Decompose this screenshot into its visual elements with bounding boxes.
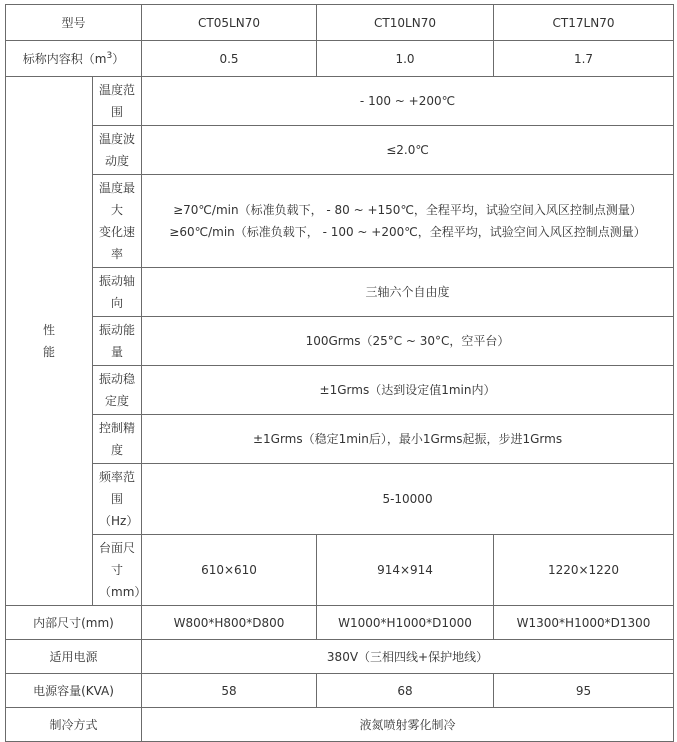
perf-value-temp-fluct: ≤2.0℃ xyxy=(142,126,674,175)
volume-value-1: 0.5 xyxy=(142,41,317,77)
volume-value-3: 1.7 xyxy=(494,41,674,77)
power-value: 380V（三相四线+保护地线） xyxy=(142,640,674,674)
power-label: 适用电源 xyxy=(6,640,142,674)
perf-name-control-accuracy: 控制精 度 xyxy=(93,415,142,464)
cooling-label: 制冷方式 xyxy=(6,708,142,742)
perf-row-vib-energy xyxy=(6,317,674,366)
perf-row-freq-range xyxy=(6,464,674,535)
performance-label: 性 能 xyxy=(6,77,93,606)
perf-name-temp-rate: 温度最 大 变化速 率 xyxy=(93,175,142,268)
perf-value-temp-range: - 100 ~ +200℃ xyxy=(142,77,674,126)
perf-name-vib-axis: 振动轴 向 xyxy=(93,268,142,317)
perf-name-vib-stability: 振动稳 定度 xyxy=(93,366,142,415)
perf-value-table-size-3: 1220×1220 xyxy=(494,535,674,606)
model-label: 型号 xyxy=(6,5,142,41)
perf-name-temp-range: 温度范 围 xyxy=(93,77,142,126)
capacity-row xyxy=(6,674,674,708)
cooling-row xyxy=(6,708,674,742)
perf-row-vib-stability xyxy=(6,366,674,415)
perf-row-temp-fluct xyxy=(6,126,674,175)
capacity-value-3: 95 xyxy=(494,674,674,708)
perf-row-temp-rate xyxy=(6,175,674,268)
volume-row xyxy=(6,41,674,77)
perf-value-vib-energy: 100Grms（25°C ~ 30°C，空平台） xyxy=(142,317,674,366)
perf-value-temp-rate: ≥70℃/min（标准负载下， - 80 ~ +150℃，全程平均，试验空间入风区控制点测量） ≥60℃/min（标准负载下， - 100 ~ +200℃，全程平均，试验空间入风区控制点测量） xyxy=(142,175,674,268)
inner-size-label: 内部尺寸(mm) xyxy=(6,606,142,640)
perf-name-freq-range: 频率范 围（Hz） xyxy=(93,464,142,535)
perf-value-table-size-2: 914×914 xyxy=(317,535,494,606)
spec-table xyxy=(5,4,674,742)
model-2: CT10LN70 xyxy=(317,5,494,41)
cooling-value: 液氮喷射雾化制冷 xyxy=(142,708,674,742)
perf-row-temp-range xyxy=(6,77,674,126)
perf-value-table-size-1: 610×610 xyxy=(142,535,317,606)
inner-size-value-3: W1300*H1000*D1300 xyxy=(494,606,674,640)
perf-name-table-size: 台面尺 寸 （mm） xyxy=(93,535,142,606)
model-3: CT17LN70 xyxy=(494,5,674,41)
perf-value-freq-range: 5-10000 xyxy=(142,464,674,535)
header-row xyxy=(6,5,674,41)
perf-name-vib-energy: 振动能 量 xyxy=(93,317,142,366)
capacity-label: 电源容量(KVA) xyxy=(6,674,142,708)
perf-row-control-accuracy xyxy=(6,415,674,464)
volume-label: 标称内容积$(m^3)$ xyxy=(6,41,142,77)
inner-size-value-1: W800*H800*D800 xyxy=(142,606,317,640)
capacity-value-2: 68 xyxy=(317,674,494,708)
inner-size-row xyxy=(6,606,674,640)
power-row xyxy=(6,640,674,674)
inner-size-value-2: W1000*H1000*D1000 xyxy=(317,606,494,640)
perf-row-table-size xyxy=(6,535,674,606)
capacity-value-1: 58 xyxy=(142,674,317,708)
perf-row-vib-axis xyxy=(6,268,674,317)
perf-value-control-accuracy: ±1Grms（稳定1min后），最小1Grms起振，步进1Grms xyxy=(142,415,674,464)
perf-name-temp-fluct: 温度波 动度 xyxy=(93,126,142,175)
perf-value-vib-stability: ±1Grms（达到设定值1min内） xyxy=(142,366,674,415)
model-1: CT05LN70 xyxy=(142,5,317,41)
perf-value-vib-axis: 三轴六个自由度 xyxy=(142,268,674,317)
volume-value-2: 1.0 xyxy=(317,41,494,77)
